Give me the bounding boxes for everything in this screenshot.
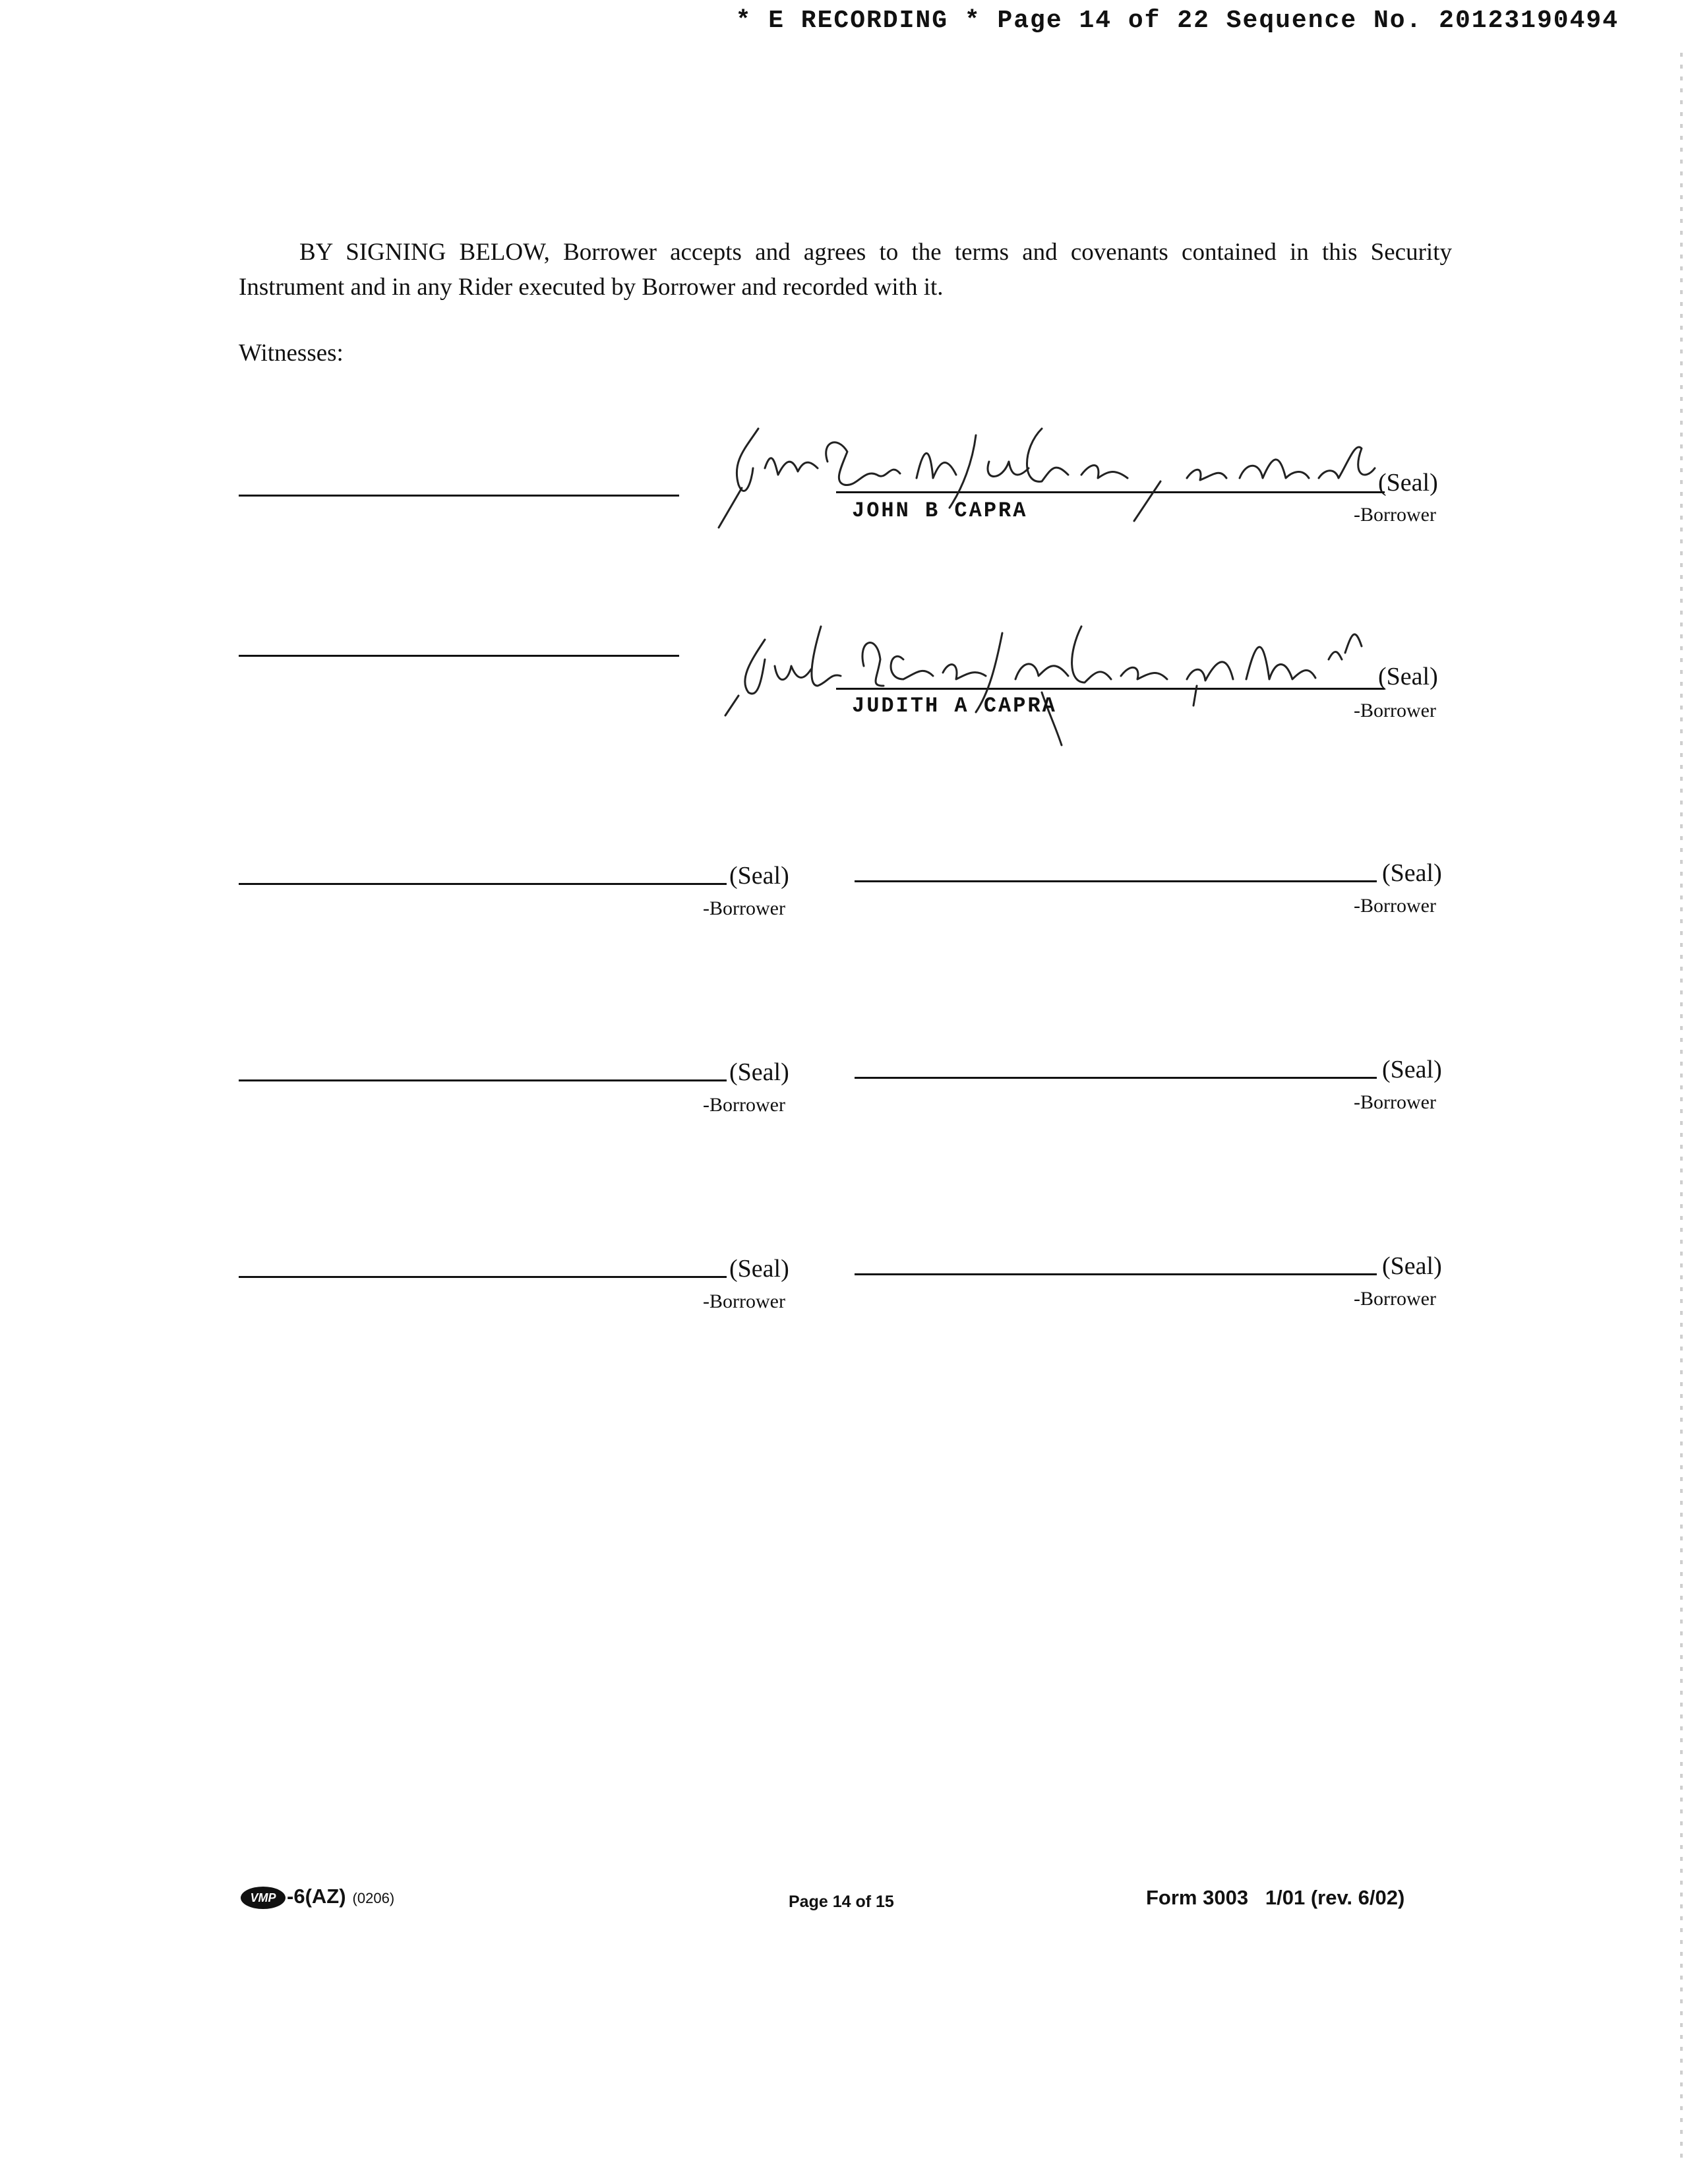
witness-line-2 xyxy=(239,655,679,657)
blank-seal-right-1: (Seal) xyxy=(1382,859,1442,887)
witness-line-1 xyxy=(239,495,679,497)
blank-seal-left-1: (Seal) xyxy=(729,862,789,890)
borrower-label-1: -Borrower xyxy=(1354,504,1436,526)
blank-signature-line-left-3 xyxy=(239,1276,727,1278)
blank-seal-right-3: (Seal) xyxy=(1382,1252,1442,1280)
blank-borrower-right-1: -Borrower xyxy=(1354,895,1436,917)
recording-header: * E RECORDING * Page 14 of 22 Sequence No. 20123190494 xyxy=(735,7,1619,35)
seal-label-1: (Seal) xyxy=(1378,469,1438,497)
vmp-logo-icon: VMP xyxy=(241,1887,286,1909)
signer-typed-name-1: JOHN B CAPRA xyxy=(852,499,1028,523)
scan-edge-artifact xyxy=(1680,53,1683,2163)
blank-signature-line-right-2 xyxy=(855,1077,1377,1079)
intro-paragraph: BY SIGNING BELOW, Borrower accepts and agrees to the terms and covenants contained in this Security Instrument and in any Rider executed by Borrower and recorded with it. xyxy=(239,239,1452,301)
blank-borrower-right-3: -Borrower xyxy=(1354,1288,1436,1310)
blank-borrower-left-2: -Borrower xyxy=(703,1094,785,1116)
blank-seal-left-2: (Seal) xyxy=(729,1058,789,1086)
footer-page-number: Page 14 of 15 xyxy=(789,1893,894,1911)
handwritten-signature-2 xyxy=(712,620,1411,752)
blank-signature-line-right-1 xyxy=(855,880,1377,882)
blank-borrower-left-3: -Borrower xyxy=(703,1290,785,1312)
borrower-label-2: -Borrower xyxy=(1354,700,1436,721)
witnesses-label: Witnesses: xyxy=(239,340,344,367)
blank-borrower-right-2: -Borrower xyxy=(1354,1091,1436,1113)
blank-seal-right-2: (Seal) xyxy=(1382,1056,1442,1083)
blank-signature-line-right-3 xyxy=(855,1273,1377,1275)
blank-seal-left-3: (Seal) xyxy=(729,1255,789,1283)
blank-signature-line-left-2 xyxy=(239,1079,727,1081)
form-revision: (0206) xyxy=(352,1890,395,1906)
footer-form-number: Form 3003 1/01 (rev. 6/02) xyxy=(1146,1886,1405,1909)
handwritten-signature-1 xyxy=(712,422,1411,534)
form-footer-logo xyxy=(241,1885,394,1909)
signer-typed-name-2: JUDITH A CAPRA xyxy=(852,694,1057,718)
signature-intro xyxy=(239,235,1452,305)
form-code: -6(AZ) xyxy=(287,1885,346,1908)
blank-borrower-left-1: -Borrower xyxy=(703,897,785,919)
blank-signature-line-left-1 xyxy=(239,883,727,885)
seal-label-2: (Seal) xyxy=(1378,663,1438,690)
